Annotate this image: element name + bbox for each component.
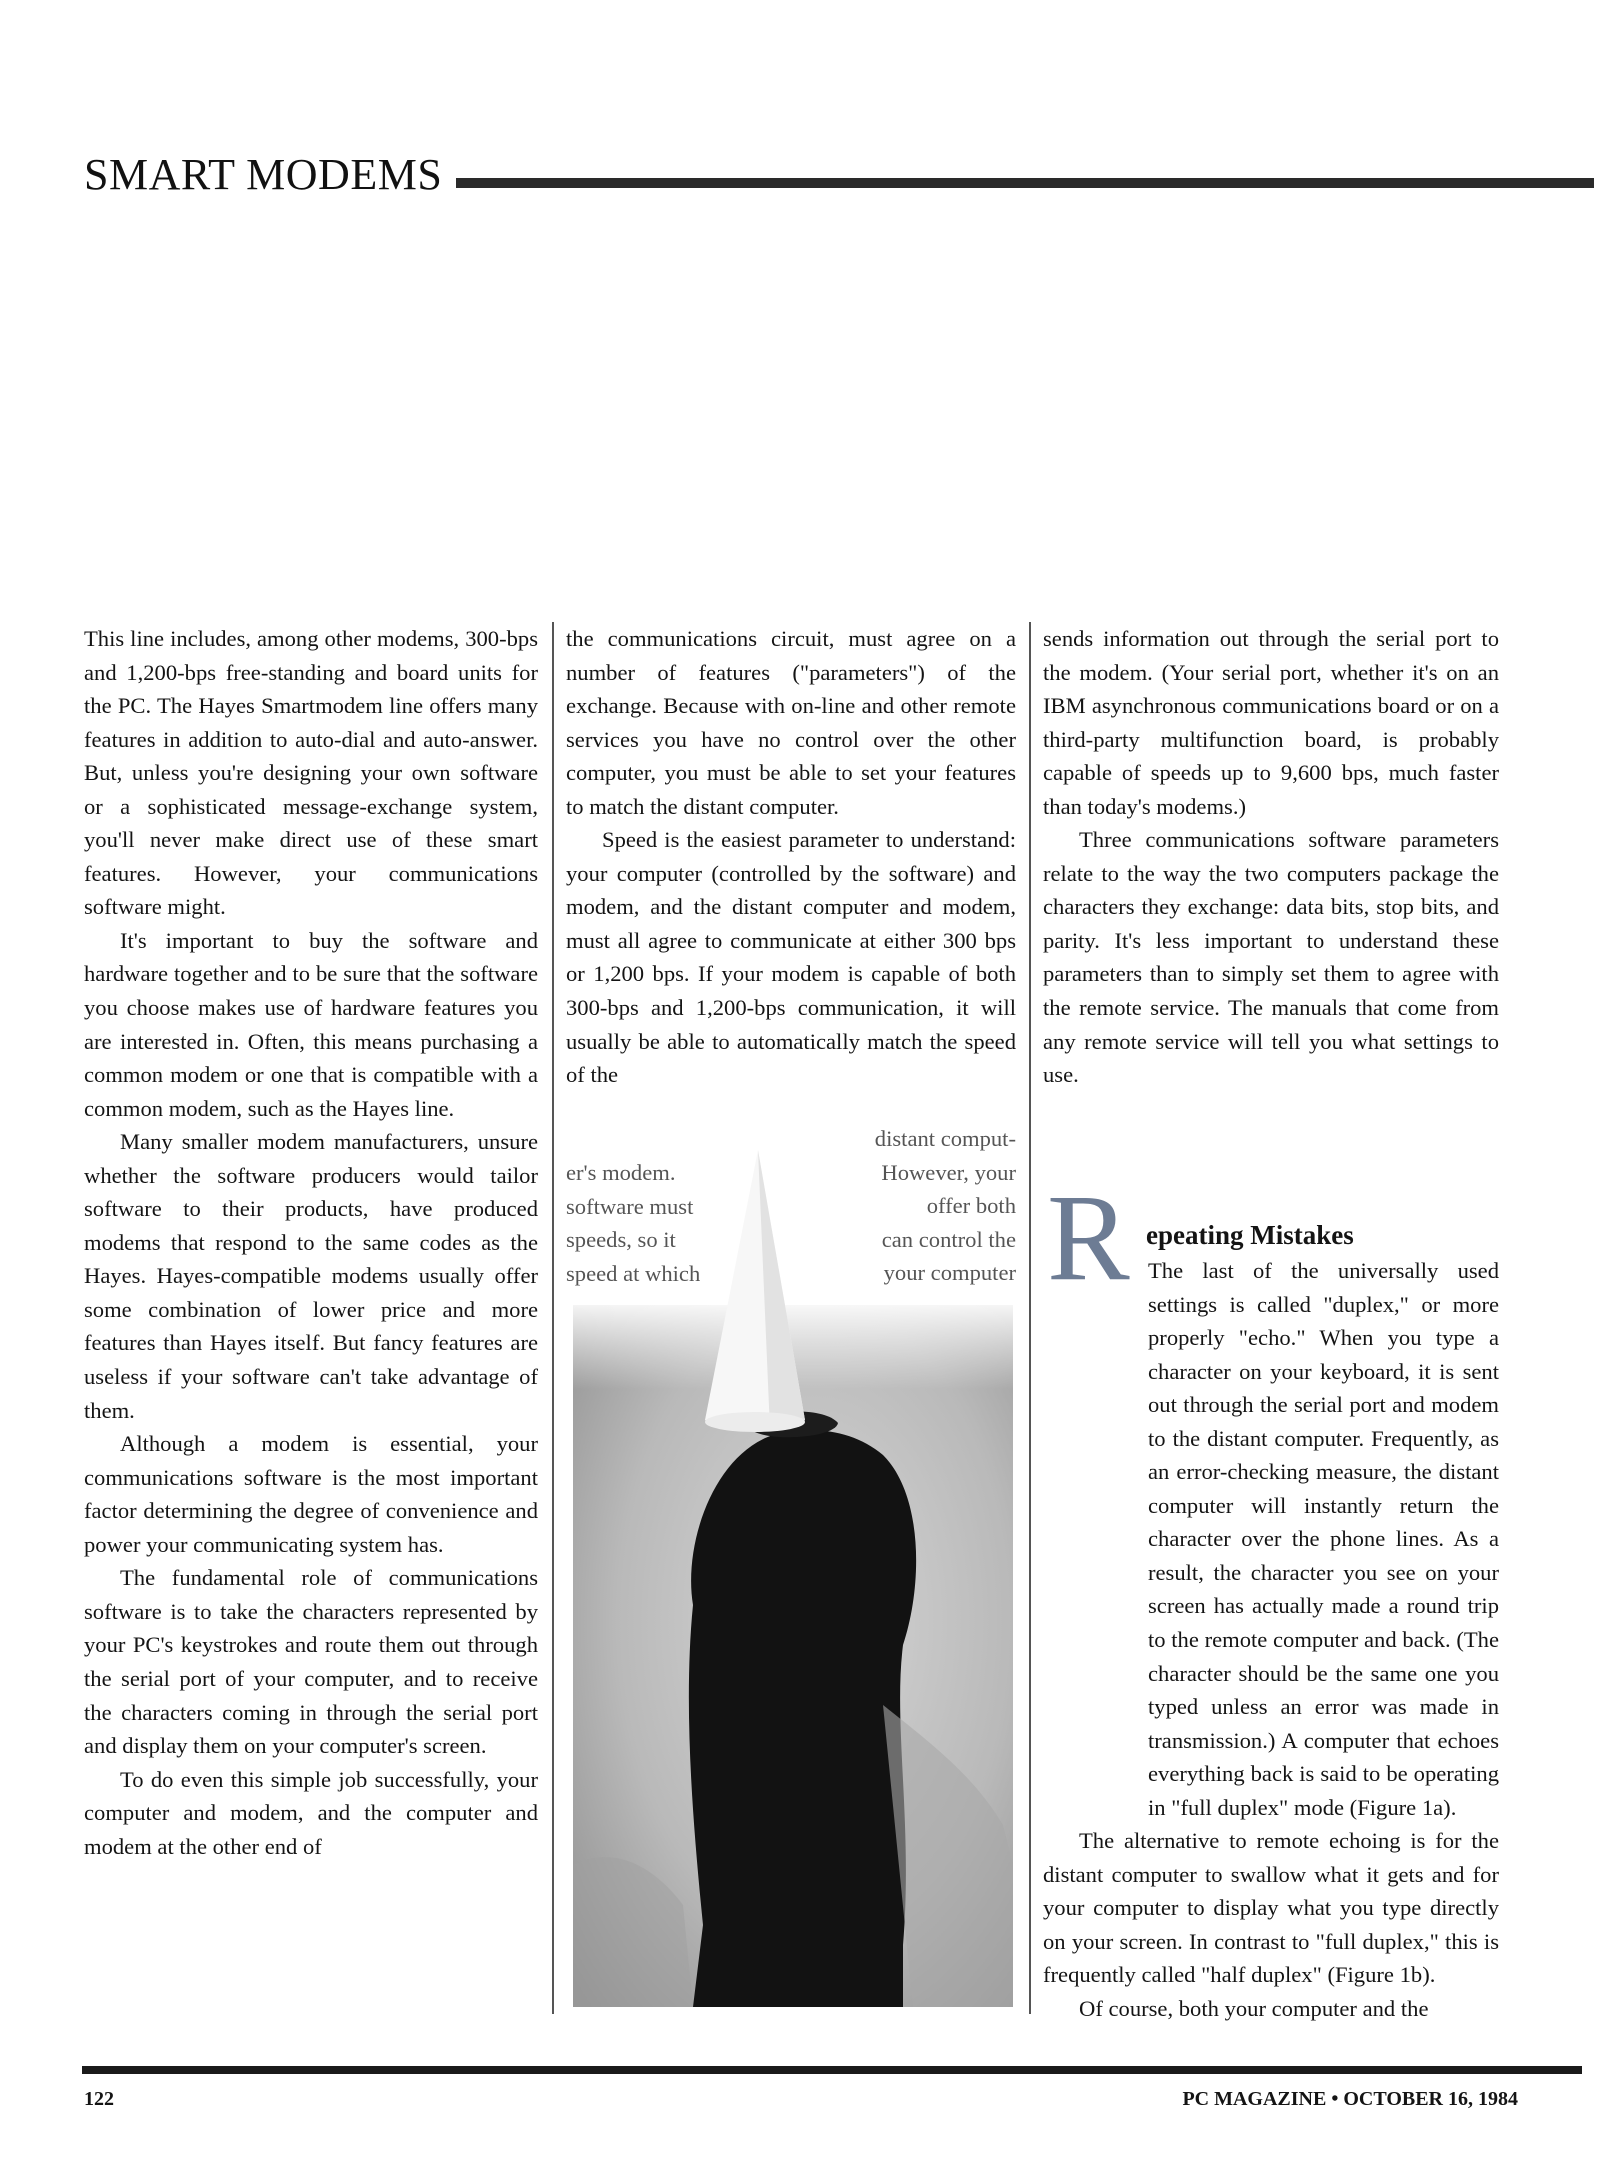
paragraph: The alternative to remote echoing is for the distant computer to swallow what it gets and for your computer to display what you type directly on your screen. In contrast to "full duplex," this is frequently called "half duplex" (Figure 1b). [1043,1828,1499,1988]
paragraph: Although a modem is essential, your communications software is the most important factor determining the degree of convenience and power your communicating system has. [84,1431,538,1557]
paragraph: This line includes, among other modems, 300-bps and 1,200-bps free-standing and board units for the PC. The Hayes Smartmodem line offers many features in addition to auto-dial and auto-answer. But, unless you're designing your own software or a sophisticated message-exchange system, you'll never make direct use of these smart features. However, your communications software might. [84,626,538,920]
paragraph: Speed is the easiest parameter to understand: your computer (controlled by the software) and modem, and the distant computer and modem, must all agree to communicate at either 300 bps or 1,200 bps. If your modem is capable of both 300-bps and 1,200-bps communication, it will usually be able to automatically match the speed of the [566,827,1016,1088]
page-number: 122 [84,2088,114,2110]
dunce-cap-icon [700,1150,810,1440]
column-divider [552,622,554,2014]
column-3 [1043,622,1499,1092]
paragraph: It's important to buy the software and hardware together and to be sure that the software you choose makes use of hardware features you are interested in. Often, this means purchasing a common modem or one that is compatible with a common modem, such as the Hayes line. [84,927,538,1121]
drop-cap: R [1047,1169,1130,1306]
wrap-line: software must [566,1193,694,1219]
column-1 [84,622,538,1863]
section-title: SMART MODEMS [84,150,443,199]
wrap-line: speeds, so it [566,1227,676,1253]
paragraph: To do even this simple job successfully, your computer and modem, and the computer and modem at the other end of [84,1766,538,1859]
wrap-line: distant comput- [874,1126,1016,1151]
wrap-line: speed at which [566,1260,701,1286]
publication-line: PC MAGAZINE • OCTOBER 16, 1984 [1182,2088,1518,2110]
column-divider [1029,622,1031,2014]
paragraph: sends information out through the serial port to the modem. (Your serial port, whether it's on an IBM asynchronous communications board or on a third-party multifunction board, is probably capable of speeds up to 9,600 bps, much faster than today's modems.) [1043,626,1499,819]
wrap-line: However, your [881,1159,1016,1185]
wrap-line: offer both [926,1193,1016,1219]
section-body [1043,1254,1499,2026]
section-subhead: epeating Mistakes [1146,1220,1354,1250]
paragraph: The fundamental role of communications software is to take the characters represented by your PC's keystrokes and route them out through the serial port of your computer, and to receive the characters coming in through the serial port and display them on your computer's screen. [84,1565,538,1759]
column-2 [566,622,1016,1092]
text-wrap-right [820,1122,1016,1290]
wrap-line: er's modem. [566,1160,676,1185]
wrap-line: your computer [883,1260,1016,1286]
paragraph: Of course, both your computer and the [1079,1996,1429,2022]
paragraph: Three communications software parameters relate to the way the two computers package the characters they exchange: data bits, stop bits, and parity. It's less important to understand these parameters than to simply set them to agree with the remote service. The manuals that come from any remote service will tell you what settings to use. [1043,827,1499,1088]
page-header [84,150,1594,200]
footer-rule [82,2066,1582,2074]
paragraph: Many smaller modem manufacturers, unsure whether the software producers would tailor software to their products, have produced modems that respond to the same codes as the Hayes. Hayes-compatible modems usually offer some combination of lower price and more features than Hayes itself. But fancy features are useless if your software can't take advantage of them. [84,1129,538,1423]
wrap-line: can control the [881,1226,1016,1252]
paragraph: the communications circuit, must agree on a number of features ("parameters") of the exchange. Because with on-line and other remote services you have no control over the other computer, you must be able to set your features to match the distant computer. [566,626,1016,819]
header-rule [456,178,1594,188]
paragraph: The last of the universally used settings is called "duplex," or more properly "echo." When you type a character on your keyboard, it is sent out through the serial port and modem to the distant computer. Frequently, as an error-checking measure, the distant computer will instantly return the character over the phone lines. As a result, the character you see on your screen has actually made a round trip to the remote computer and back. (The character should be the same one you typed unless an error was made in transmission.) A computer that echoes everything back is said to be operating in "full duplex" mode (Figure 1a). [1148,1258,1499,1820]
